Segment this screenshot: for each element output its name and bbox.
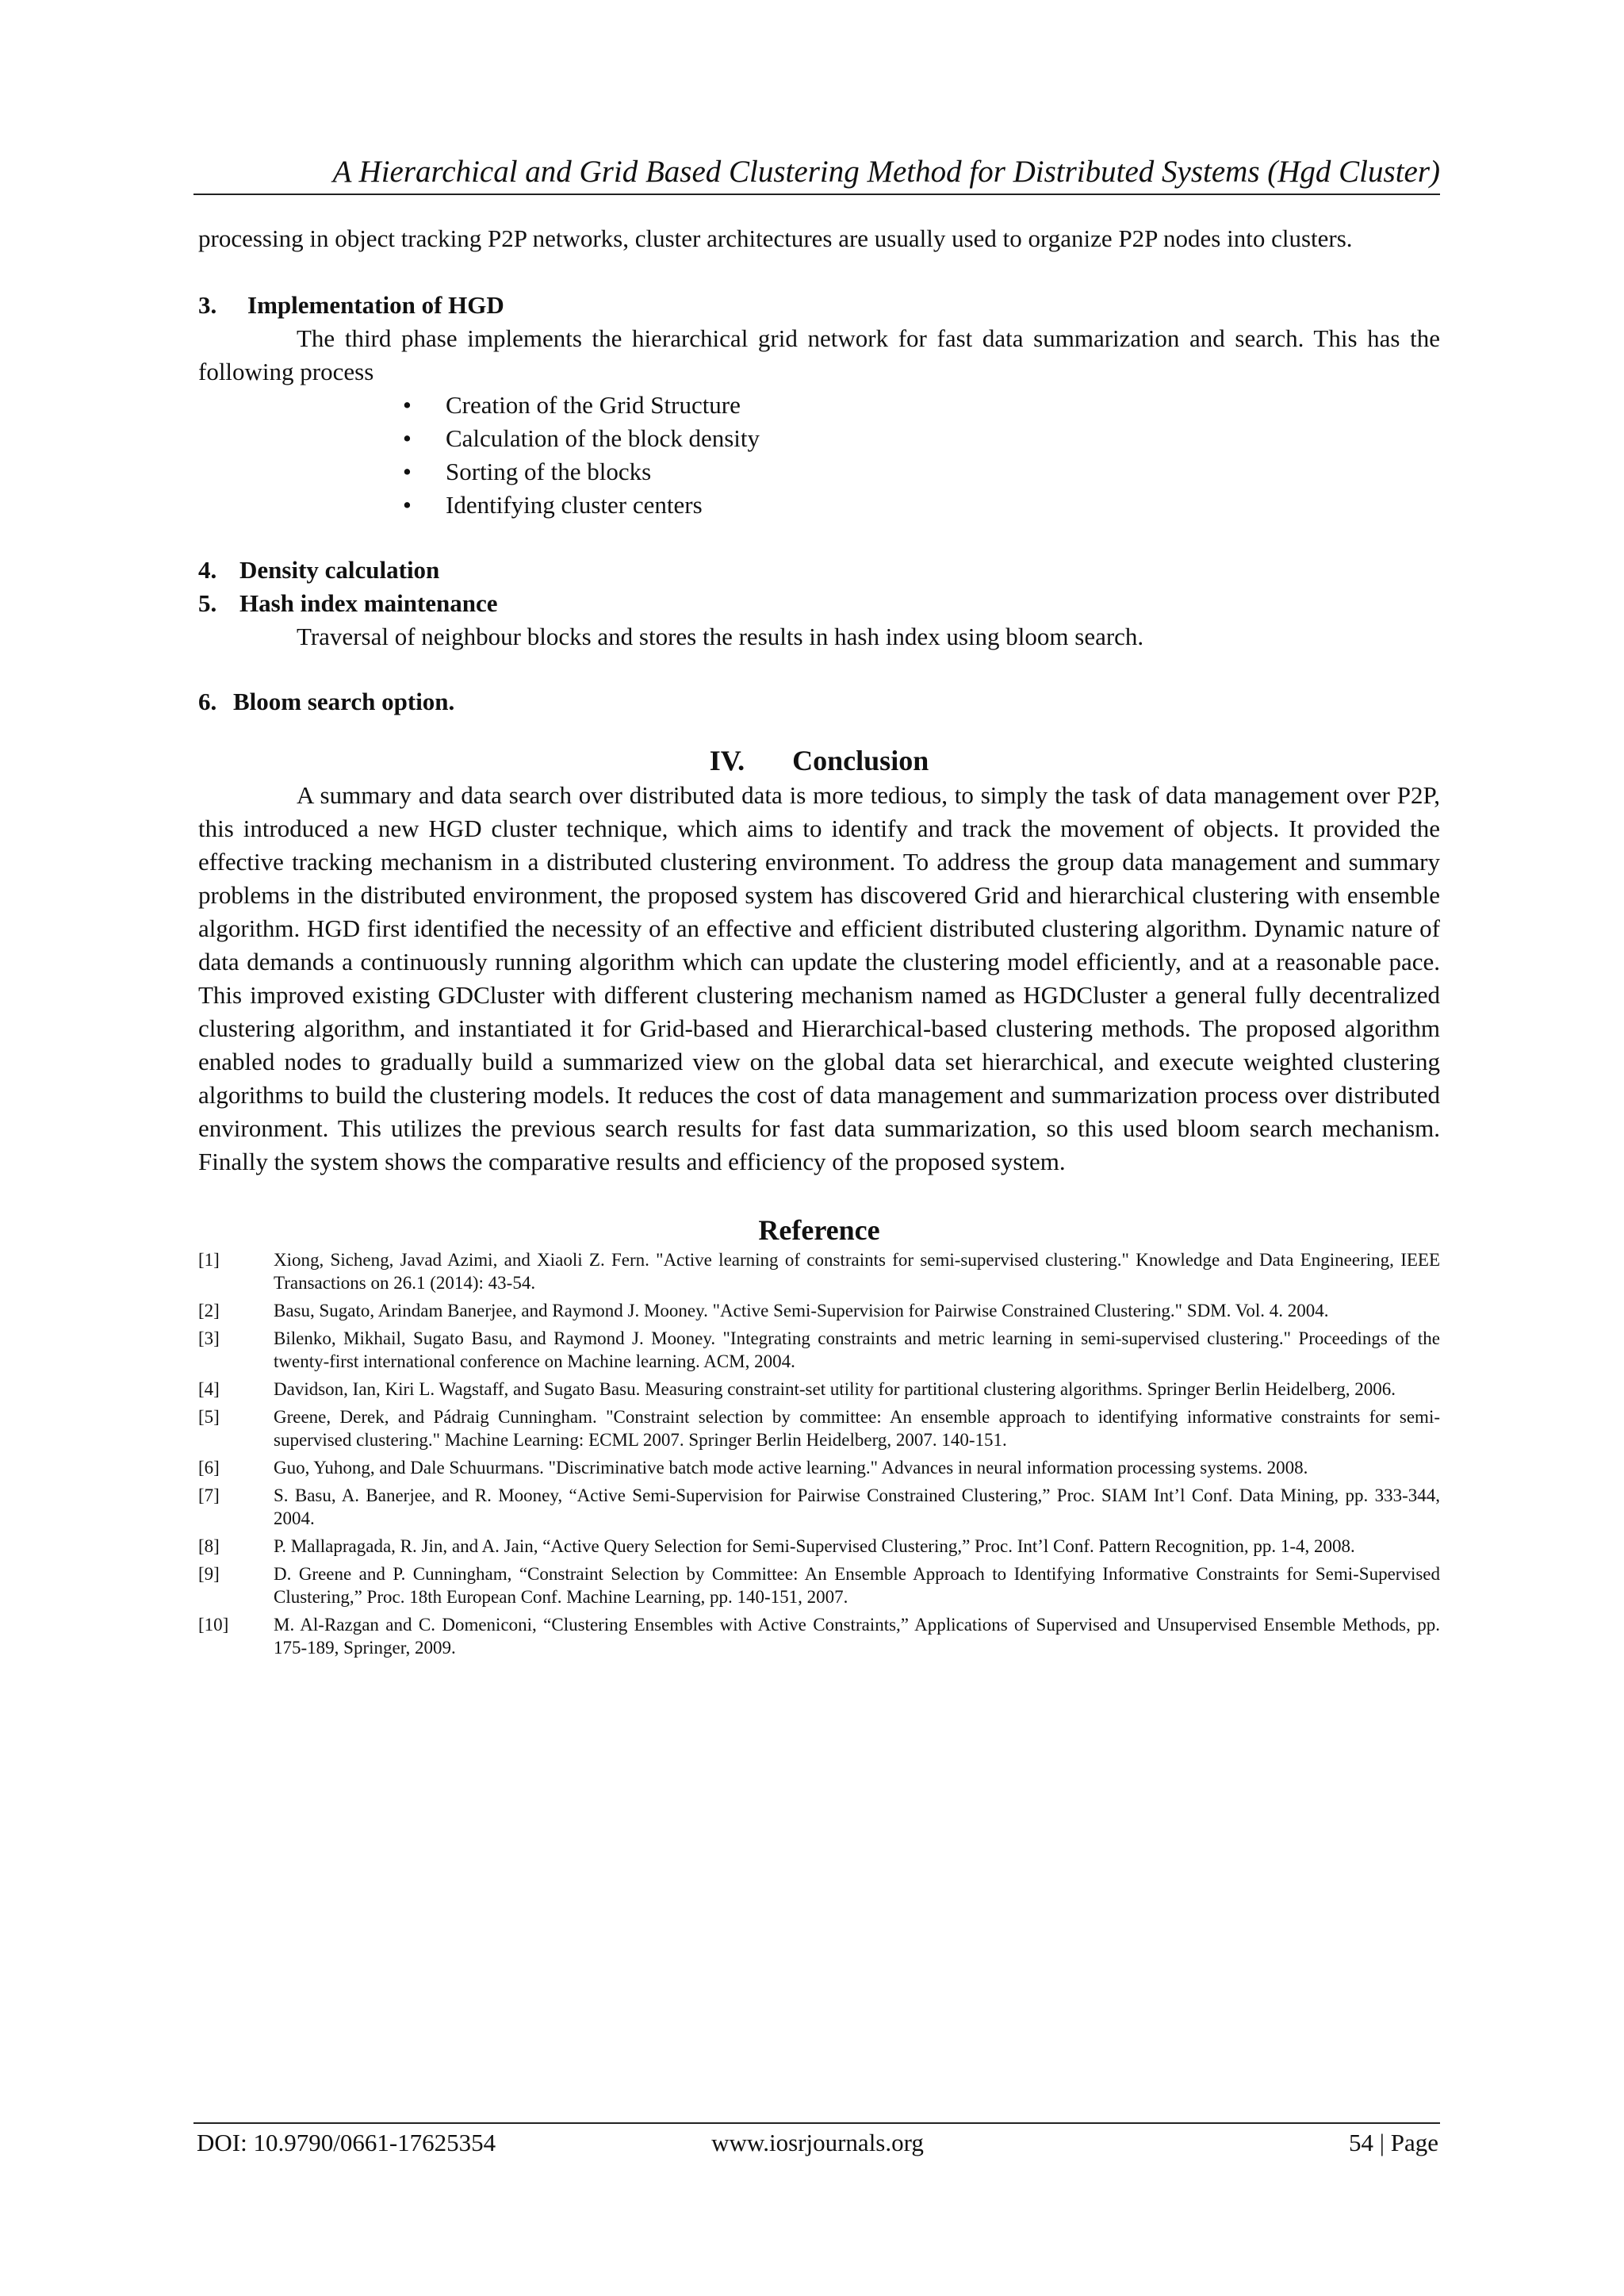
section-4-number: 4. xyxy=(198,556,217,584)
bullet-item xyxy=(396,389,1440,422)
reference-item xyxy=(198,1327,1440,1373)
reference-number: [3] xyxy=(198,1328,220,1348)
reference-text: Basu, Sugato, Arindam Banerjee, and Raymond J. Mooney. "Active Semi-Supervision for Pairwise Constrained Clustering." SDM. Vol. 4. 2004. xyxy=(274,1301,1329,1320)
intro-paragraph: processing in object tracking P2P networks, cluster architectures are usually used to organize P2P nodes into clusters. xyxy=(198,224,1353,252)
reference-number: [5] xyxy=(198,1407,220,1427)
reference-item xyxy=(198,1405,1440,1451)
conclusion-heading xyxy=(198,742,1440,779)
section-3-title: Implementation of HGD xyxy=(247,291,504,319)
reference-number: [1] xyxy=(198,1250,220,1270)
section-4-title: Density calculation xyxy=(239,556,440,584)
footer-doi: DOI: 10.9790/0661-17625354 xyxy=(197,2129,496,2156)
reference-number: [8] xyxy=(198,1536,220,1556)
bullet-icon: • xyxy=(403,424,412,452)
reference-item xyxy=(198,1484,1440,1530)
bullet-icon: • xyxy=(403,491,412,519)
reference-item xyxy=(198,1456,1440,1479)
references-list xyxy=(198,1248,1440,1659)
header-divider xyxy=(193,194,1440,195)
section-5-heading xyxy=(198,587,1440,620)
footer-website: www.iosrjournals.org xyxy=(711,2129,924,2156)
bullet-text: Creation of the Grid Structure xyxy=(446,391,741,419)
reference-text: Davidson, Ian, Kiri L. Wagstaff, and Sugato Basu. Measuring constraint-set utility for partitional clustering algorithms. Springer Berlin Heidelberg, 2006. xyxy=(274,1379,1396,1399)
reference-text: Xiong, Sicheng, Javad Azimi, and Xiaoli Z. Fern. "Active learning of constraints for semi-supervised clustering." Knowledge and Data Engineering, IEEE Transactions on 26.1 (2014): 43-54. xyxy=(274,1250,1440,1293)
reference-number: [7] xyxy=(198,1485,220,1505)
bullet-item xyxy=(396,455,1440,489)
section-4-heading xyxy=(198,554,1440,587)
section-5-title: Hash index maintenance xyxy=(239,589,498,617)
reference-text: Bilenko, Mikhail, Sugato Basu, and Raymond J. Mooney. "Integrating constraints and metric learning in semi-supervised clustering." Proceedings of the twenty-first international conference on Machine learning. ACM, 2004. xyxy=(274,1328,1440,1371)
bullet-item xyxy=(396,489,1440,522)
section-6-number: 6. xyxy=(198,688,217,715)
reference-item xyxy=(198,1299,1440,1322)
section-5-number: 5. xyxy=(198,589,217,617)
bullet-icon: • xyxy=(403,458,412,485)
reference-item xyxy=(198,1613,1440,1659)
reference-text: Greene, Derek, and Pádraig Cunningham. "Constraint selection by committee: An ensemble approach to identifying informative constraints for semi-supervised clustering." Machine Learning: ECML 2007. Springer Berlin Heidelberg, 2007. 140-151. xyxy=(274,1407,1440,1450)
bullet-item xyxy=(396,422,1440,455)
reference-number: [4] xyxy=(198,1379,220,1399)
conclusion-title: Conclusion xyxy=(792,745,929,776)
bullet-text: Sorting of the blocks xyxy=(446,458,652,485)
reference-number: [2] xyxy=(198,1301,220,1320)
reference-item xyxy=(198,1535,1440,1558)
references-heading: Reference xyxy=(758,1214,880,1246)
footer-page-number: 54 | Page xyxy=(1349,2129,1438,2156)
reference-number: [6] xyxy=(198,1458,220,1478)
section-3-bullet-list xyxy=(396,389,1440,522)
reference-item xyxy=(198,1562,1440,1608)
bullet-text: Calculation of the block density xyxy=(446,424,760,452)
section-6-heading xyxy=(198,685,1440,719)
reference-number: [9] xyxy=(198,1564,220,1584)
reference-number: [10] xyxy=(198,1615,229,1635)
conclusion-text: A summary and data search over distributed data is more tedious, to simply the task of data management over P2P, this introduced a new HGD cluster technique, which aims to identify and track the movement of objects. It provided the effective tracking mechanism in a distributed clustering environment. To address the group data management and summary problems in the distributed environment, the proposed system has discovered Grid and hierarchical clustering with ensemble algorithm. HGD first identified the necessity of an effective and efficient distributed clustering algorithm. Dynamic nature of data demands a continuously running algorithm which can update the clustering model efficiently, and at a reasonable pace. This improved existing GDCluster with different clustering mechanism named as HGDCluster a general fully decentralized clustering algorithm, and instantiated it for Grid-based and Hierarchical-based clustering methods. The proposed algorithm enabled nodes to gradually build a summarized view on the global data set hierarchical, and execute weighted clustering algorithms to build the clustering models. It reduces the cost of data management and summarization process over distributed environment. This utilizes the previous search results for fast data summarization, so this used bloom search mechanism. Finally the system shows the comparative results and efficiency of the proposed system. xyxy=(198,781,1440,1175)
reference-text: P. Mallapragada, R. Jin, and A. Jain, “Active Query Selection for Semi-Supervised Clustering,” Proc. Int’l Conf. Pattern Recognition, pp. 1-4, 2008. xyxy=(274,1536,1355,1556)
reference-item xyxy=(198,1248,1440,1294)
page-body xyxy=(198,222,1440,1664)
bullet-icon: • xyxy=(403,391,412,419)
section-3-heading xyxy=(198,289,1440,322)
footer-divider xyxy=(193,2122,1440,2124)
bullet-text: Identifying cluster centers xyxy=(446,491,703,519)
section-5-text: Traversal of neighbour blocks and stores the results in hash index using bloom search. xyxy=(297,623,1144,650)
reference-text: M. Al-Razgan and C. Domeniconi, “Clustering Ensembles with Active Constraints,” Applications of Supervised and Unsupervised Ensemble Methods, pp. 175-189, Springer, 2009. xyxy=(274,1615,1440,1658)
section-3-text: The third phase implements the hierarchical grid network for fast data summarization and search. This has the following process xyxy=(198,324,1440,385)
reference-text: Guo, Yuhong, and Dale Schuurmans. "Discriminative batch mode active learning." Advances in neural information processing systems. 2008. xyxy=(274,1458,1308,1478)
conclusion-number: IV. xyxy=(709,745,745,776)
running-title: A Hierarchical and Grid Based Clustering Method for Distributed Systems (Hgd Cluster) xyxy=(332,155,1440,189)
reference-item xyxy=(198,1378,1440,1401)
reference-text: S. Basu, A. Banerjee, and R. Mooney, “Active Semi-Supervision for Pairwise Constrained Clustering,” Proc. SIAM Int’l Conf. Data Mining, pp. 333-344, 2004. xyxy=(274,1485,1440,1528)
section-3-number: 3. xyxy=(198,291,217,319)
reference-text: D. Greene and P. Cunningham, “Constraint Selection by Committee: An Ensemble Approach to Identifying Informative Constraints for Semi-Supervised Clustering,” Proc. 18th European Conf. Machine Learning, pp. 140-151, 2007. xyxy=(274,1564,1440,1607)
section-6-title: Bloom search option. xyxy=(233,688,455,715)
